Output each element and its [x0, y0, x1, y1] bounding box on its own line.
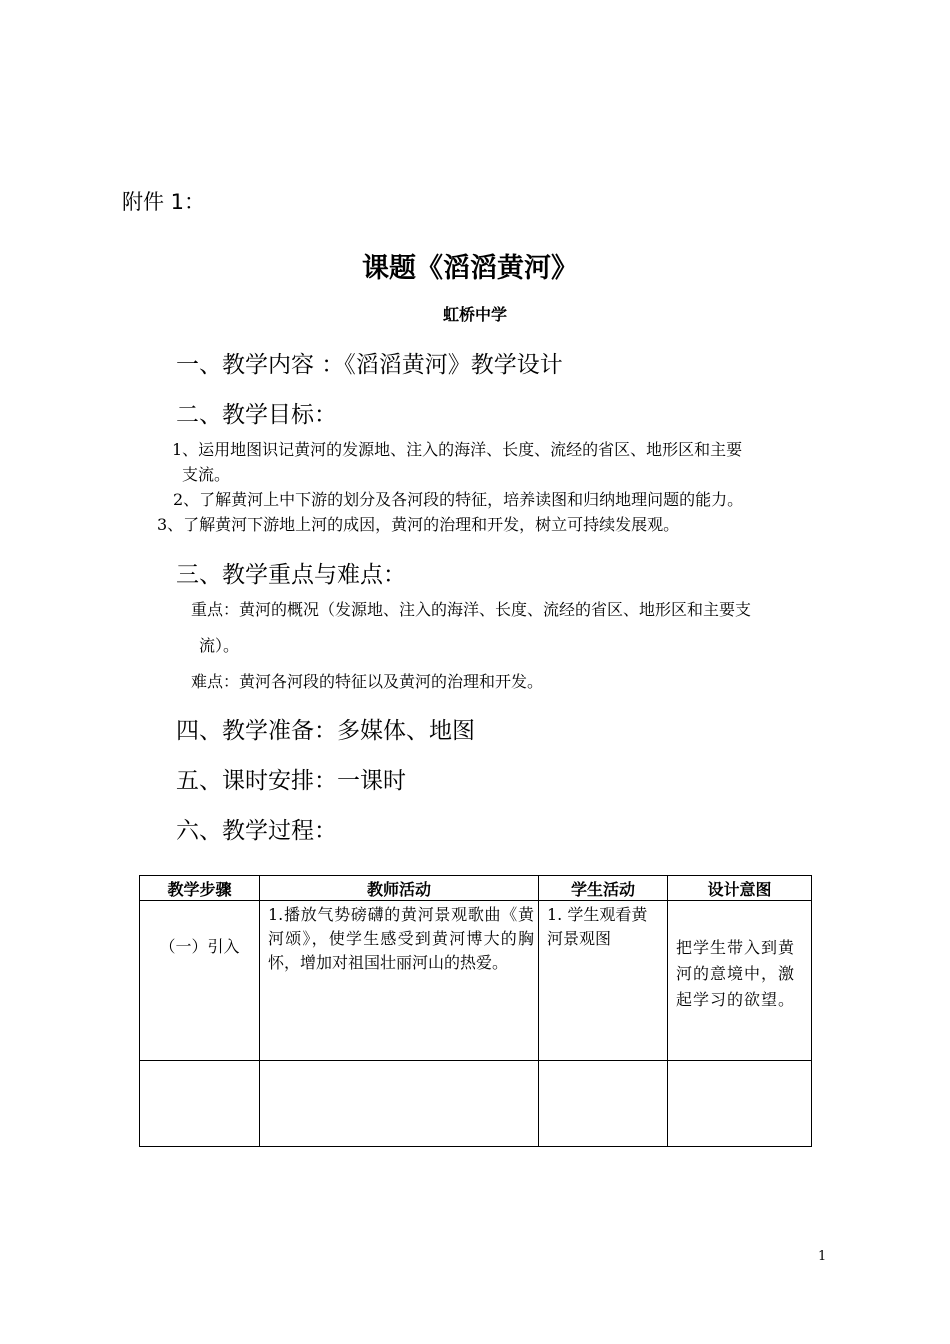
cell-step: （一）引入 — [140, 901, 260, 1061]
key-point-line-1: 重点：黄河的概况（发源地、注入的海洋、长度、流经的省区、地形区和主要支 — [191, 600, 752, 619]
objective-3: 3、了解黄河下游地上河的成因，黄河的治理和开发，树立可持续发展观。 — [157, 515, 680, 534]
cell-student-activity: 1. 学生观看黄河景观图 — [539, 901, 668, 1061]
page-title: 课题《滔滔黄河》 — [362, 253, 578, 284]
section-heading-process: 六、教学过程： — [176, 818, 337, 844]
section-heading-schedule: 五、课时安排：一课时 — [176, 768, 406, 794]
header-design-intent: 设计意图 — [668, 876, 812, 901]
school-name: 虹桥中学 — [442, 305, 507, 324]
table-header-row — [140, 876, 812, 901]
header-teacher-activity: 教师活动 — [260, 876, 539, 901]
cell-teacher-activity: 1.播放气势磅礴的黄河景观歌曲《黄河颂》，使学生感受到黄河博大的胸怀，增加对祖国壮丽河山的热爱。 — [260, 901, 539, 1061]
section-heading-objectives: 二、教学目标： — [176, 402, 337, 428]
objective-2: 2、了解黄河上中下游的划分及各河段的特征，培养读图和归纳地理问题的能力。 — [173, 490, 744, 509]
cell-design-intent — [668, 1061, 812, 1147]
cell-teacher-activity — [260, 1061, 539, 1147]
section-heading-content: 一、教学内容 ：《滔滔黄河》教学设计 — [176, 352, 563, 378]
section-heading-key-points: 三、教学重点与难点： — [176, 562, 406, 588]
attachment-label: 附件 1： — [122, 190, 206, 214]
table-row — [140, 901, 812, 1061]
objective-1-line-2: 支流。 — [182, 465, 231, 484]
objective-1-line-1: 1、运用地图识记黄河的发源地、注入的海洋、长度、流经的省区、地形区和主要 — [172, 440, 743, 459]
key-point-line-2: 流）。 — [199, 636, 240, 655]
page-number: 1 — [818, 1249, 827, 1264]
section-heading-preparation: 四、教学准备：多媒体、地图 — [176, 718, 475, 744]
cell-design-intent: 把学生带入到黄河的意境中，激起学习的欲望。 — [668, 901, 812, 1061]
teaching-process-table — [139, 875, 812, 1147]
cell-step — [140, 1061, 260, 1147]
header-step: 教学步骤 — [140, 876, 260, 901]
cell-student-activity — [539, 1061, 668, 1147]
difficulty-point: 难点：黄河各河段的特征以及黄河的治理和开发。 — [191, 672, 544, 691]
header-student-activity: 学生活动 — [539, 876, 668, 901]
table-row — [140, 1061, 812, 1147]
